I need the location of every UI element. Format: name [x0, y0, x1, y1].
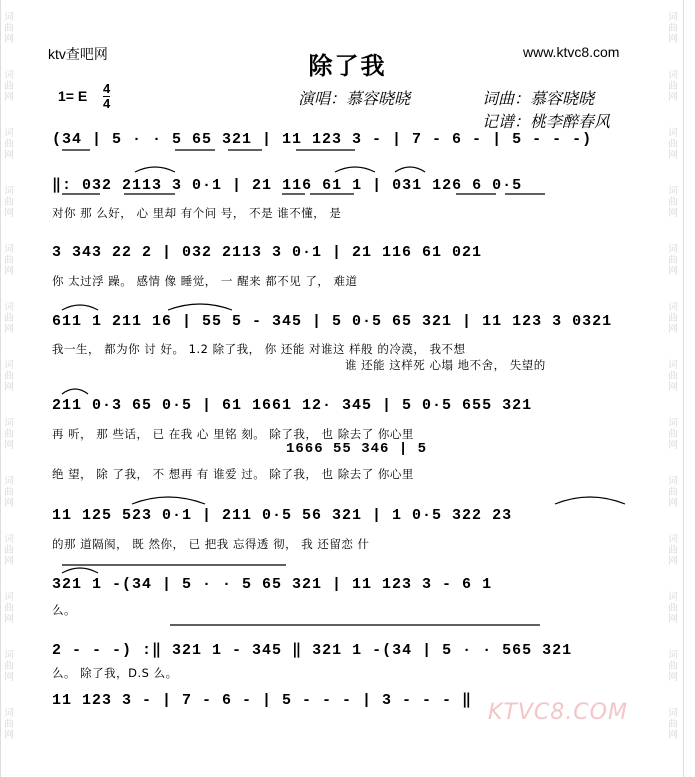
slur-mark [62, 389, 88, 394]
watermark: 词曲网 [4, 650, 14, 683]
music-line: 211 0·3 65 0·5 | 61 1661 12· 345 | 5 0·5 655 321 [52, 397, 533, 414]
slur-mark [555, 497, 625, 504]
watermark: 词曲网 [4, 534, 14, 567]
time-signature-top: 4 [103, 81, 111, 96]
ktvc8-logo: KTVC8.COM [488, 700, 628, 725]
lyric-line: 绝 望， 除 了我， 不 想再 有 谁爱 过。 除了我， 也 除去了 你心里 [52, 467, 414, 481]
watermark: 词曲网 [668, 650, 678, 683]
watermark: 词曲网 [4, 476, 14, 509]
music-line: 11 125 523 0·1 | 211 0·5 56 321 | 1 0·5 322 23 [52, 507, 513, 524]
slur-mark [132, 497, 205, 504]
watermark: 词曲网 [4, 418, 14, 451]
lyric-line: 我一生， 都为你 讨 好。 1.2 除了我， 你 还能 对谁这 样般 的冷漠， 我不想 [52, 342, 466, 356]
watermark: 词曲网 [668, 418, 678, 451]
music-line: (34 | 5 · · 5 65 321 | 11 123 3 - | 7 - 6 - | 5 - - -) [52, 131, 593, 148]
music-line: 2 - - -) :‖ 321 1 - 345 ‖ 321 1 -(34 | 5 · · 565 321 [52, 642, 573, 659]
watermark: 词曲网 [668, 360, 678, 393]
watermark: 词曲网 [4, 12, 14, 45]
site-url-right[interactable]: www.ktvc8.com [523, 44, 620, 60]
watermark: 词曲网 [4, 592, 14, 625]
lyric-line: 么。 [52, 603, 76, 617]
music-line: 321 1 -(34 | 5 · · 5 65 321 | 11 123 3 - 6 1 [52, 576, 493, 593]
key-signature: 1= E [58, 88, 88, 104]
music-line: 3 343 22 2 | 032 2113 3 0·1 | 21 116 61 021 [52, 244, 483, 261]
composer-credit: 词曲：慕容晓晓 [482, 89, 595, 108]
song-title: 除了我 [308, 52, 387, 80]
transcriber-credit: 记谱：桃李醉春风 [482, 112, 611, 131]
watermark: 词曲网 [4, 70, 14, 103]
music-line: 11 123 3 - | 7 - 6 - | 5 - - - | 3 - - - ‖ [52, 692, 473, 709]
watermark: 词曲网 [4, 186, 14, 219]
lyric-line: 么。 除了我，D.S 么。 [52, 666, 178, 680]
watermark: 词曲网 [668, 302, 678, 335]
slur-mark [335, 167, 375, 172]
slur-mark [62, 305, 98, 310]
slur-mark [62, 568, 98, 573]
watermark: 词曲网 [668, 476, 678, 509]
watermark: 词曲网 [668, 186, 678, 219]
watermark: 词曲网 [668, 708, 678, 741]
slur-mark [395, 167, 425, 172]
music-line: 611 1 211 16 | 55 5 - 345 | 5 0·5 65 321 | 11 123 3 0321 [52, 313, 613, 330]
watermark: 词曲网 [668, 12, 678, 45]
watermark: 词曲网 [4, 302, 14, 335]
watermark: 词曲网 [4, 360, 14, 393]
music-line: ‖: 032 2113 3 0·1 | 21 116 61 1 | 031 126 6 0·5 [52, 177, 523, 194]
watermark: 词曲网 [668, 70, 678, 103]
watermark: 词曲网 [668, 244, 678, 277]
watermark: 词曲网 [4, 708, 14, 741]
lyric-line: 的那 道隔阂， 既 然你， 已 把我 忘得透 彻， 我 还留恋 什 [52, 537, 370, 551]
singer-credit: 演唱：慕容晓晓 [298, 89, 411, 108]
lyric-line: 谁 还能 这样死 心塌 地不舍， 失望的 [345, 358, 546, 372]
watermark: 词曲网 [4, 244, 14, 277]
watermark: 词曲网 [668, 592, 678, 625]
slur-mark [168, 304, 232, 310]
lyric-line: 再 听， 那 些话， 已 在我 心 里铭 刻。 除了我， 也 除去了 你心里 [52, 427, 414, 441]
alt-music-line: 1666 55 346 | 5 [286, 441, 428, 457]
watermark: 词曲网 [4, 128, 14, 161]
watermark: 词曲网 [668, 534, 678, 567]
slur-mark [135, 167, 175, 172]
lyric-line: 对你 那 么好， 心 里却 有个问 号， 不是 谁不懂， 是 [52, 206, 342, 220]
time-signature-bottom: 4 [103, 96, 111, 111]
site-name-left: ktv查吧网 [48, 46, 108, 62]
lyric-line: 你 太过浮 躁。 感情 像 睡觉， 一 醒来 都不见 了， 难道 [52, 274, 358, 288]
watermark: 词曲网 [668, 128, 678, 161]
